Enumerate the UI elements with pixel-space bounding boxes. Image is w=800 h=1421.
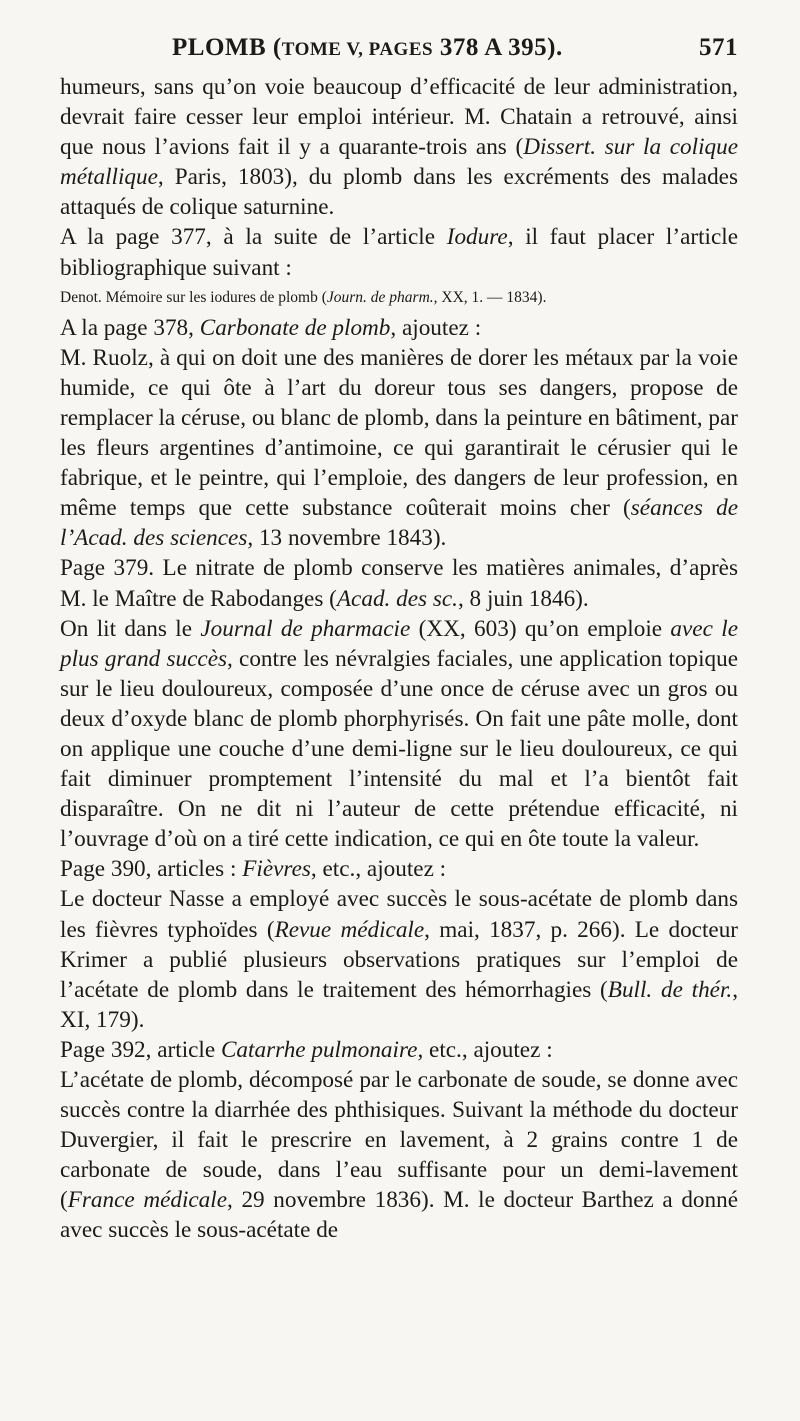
running-title: PLOMB (TOME V, PAGES 378 A 395). (172, 34, 563, 61)
paragraph-3: A la page 378, Carbonate de plomb, ajoutez : (60, 314, 482, 341)
bibliographic-reference: Denot. Mémoire sur les iodures de plomb (Journ. de pharm., XX, 1. — 1834). (60, 288, 547, 306)
paragraph-6: On lit dans le Journal de pharmacie (XX, 603) qu’on emploie avec le plus grand succès, contre les névralgies faciales, une application topique sur le lieu douloureux, composée d’une once de céruse avec un gros ou deux d’oxyde blanc de plomb phorphyrisés. On fait une pâte molle, dont on applique une couche d’une demi-ligne sur le lieu douloureux, ce qui fait diminuer promptement l’intensité du mal et l’a bientôt fait disparaître. On ne dit ni l’auteur de cette prétendue efficacité, ni l’ouvrage d’où on a tiré cette indication, ce qui en ôte toute la valeur. (60, 615, 738, 853)
page-number: 571 (699, 34, 738, 61)
paragraph-4: M. Ruolz, à qui on doit une des manières de dorer les métaux par la voie humide, ce qui ôte à l’art du doreur tous ses dangers, propose de remplacer la céruse, ou blanc de plomb, dans la peinture en bâtiment, par les fleurs argentines d’antimoine, ce qui garantirait le cérusier qui le fabrique, et le peintre, qui l’emploie, des dangers de leur profession, en même temps que cette substance coûterait moins cher (séances de l’Acad. des sciences, 13 novembre 1843). (60, 344, 738, 552)
page-body (60, 72, 738, 1246)
paragraph-1: humeurs, sans qu’on voie beaucoup d’efficacité de leur administration, devrait faire cesser leur emploi intérieur. M. Chatain a retrouvé, ainsi que nous l’avions fait il y a quarante-trois ans (Dissert. sur la colique métallique, Paris, 1803), du plomb dans les excréments des malades attaqués de colique saturnine. (60, 74, 738, 221)
running-header (60, 34, 738, 68)
paragraph-7: Page 390, articles : Fièvres, etc., ajoutez : (60, 856, 447, 883)
paragraph-9: Page 392, article Catarrhe pulmonaire, etc., ajoutez : (60, 1036, 553, 1063)
paragraph-2: A la page 377, à la suite de l’article Iodure, il faut placer l’article bibliographique suivant : (60, 224, 738, 281)
paragraph-8: Le docteur Nasse a employé avec succès le sous-acétate de plomb dans les fièvres typhoïdes (Revue médicale, mai, 1837, p. 266). Le docteur Krimer a publié plusieurs observations pratiques sur l’emploi de l’acétate de plomb dans le traitement des hémorrhagies (Bull. de thér., XI, 179). (60, 886, 739, 1033)
paragraph-10: L’acétate de plomb, décomposé par le carbonate de soude, se donne avec succès contre la diarrhée des phthisiques. Suivant la méthode du docteur Duvergier, il fait le prescrire en lavement, à 2 grains contre 1 de carbonate de soude, dans l’eau suffisante pour un demi-lavement (France médicale, 29 novembre 1836). M. le docteur Barthez a donné avec succès le sous-acétate de (60, 1067, 738, 1244)
paragraph-5: Page 379. Le nitrate de plomb conserve les matières animales, d’après M. le Maître de Rabodanges (Acad. des sc., 8 juin 1846). (60, 555, 738, 612)
